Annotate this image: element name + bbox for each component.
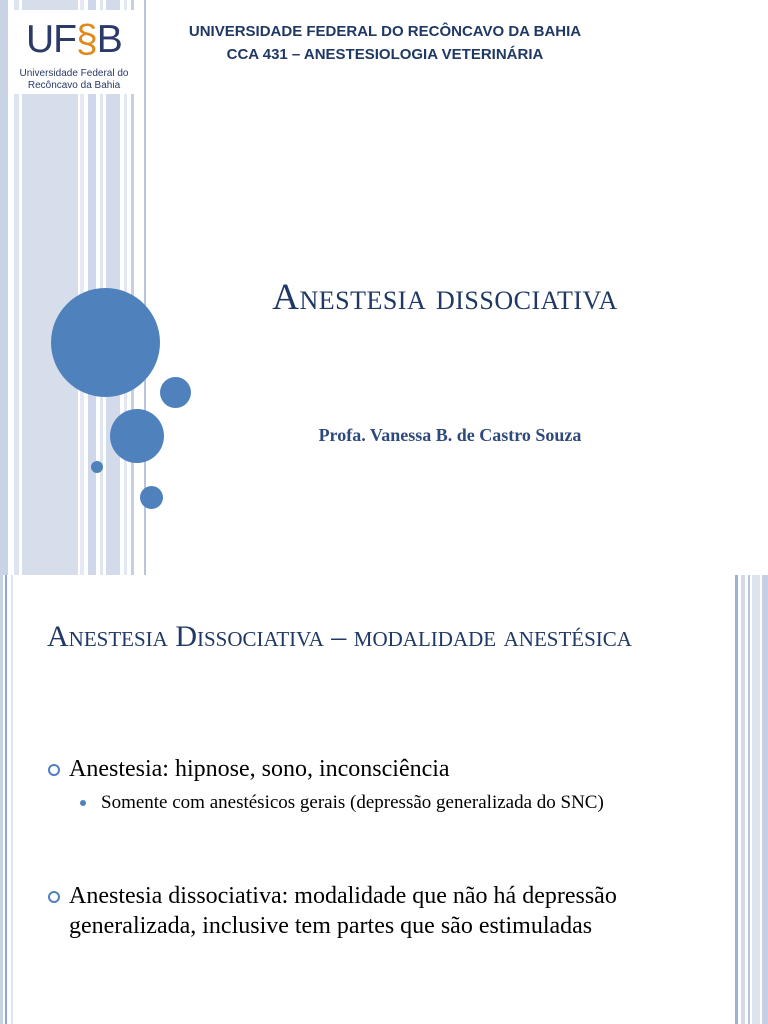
header-university: UNIVERSIDADE FEDERAL DO RECÔNCAVO DA BAHIA [188, 23, 582, 40]
decor-stripe [5, 575, 7, 1024]
decor-stripe [0, 575, 3, 1024]
decor-circle [91, 461, 103, 473]
decor-circle [51, 288, 160, 397]
bullet-text: Anestesia dissociativa: modalidade que não há depressão generalizada, inclusive tem partes que são estimuladas [69, 883, 617, 939]
slide-heading: Anestesia Dissociativa – modalidade anestésica [47, 620, 632, 653]
sub-bullet-text: Somente com anestésicos gerais (depressão generalizada do SNC) [101, 792, 604, 813]
bullet-text: Anestesia: hipnose, sono, inconsciência [69, 756, 450, 782]
logo-subtitle-line2: Recôncavo da Bahia [27, 80, 121, 91]
bullet-dot-icon [80, 800, 86, 806]
decor-stripe [748, 575, 750, 1024]
decor-stripe [735, 575, 738, 1024]
logo-wordmark: UF§B [26, 18, 122, 61]
university-logo [14, 10, 134, 94]
decor-circle [160, 377, 191, 408]
sub-bullet-item [80, 791, 660, 815]
decor-stripe [0, 0, 8, 575]
bullet-item [48, 754, 668, 784]
decor-circle [110, 409, 164, 463]
decor-circle [140, 486, 163, 509]
slide-content [0, 575, 768, 1024]
slide-title-text: Anestesia dissociativa [272, 277, 618, 318]
decor-stripe [762, 575, 768, 1024]
header-course: CCA 431 – ANESTESIOLOGIA VETERINÁRIA [226, 46, 544, 63]
logo-subtitle-line1: Universidade Federal do [19, 68, 129, 79]
bullet-circle-icon [48, 764, 60, 776]
decor-stripe [741, 575, 745, 1024]
slide-author: Profa. Vanessa B. de Castro Souza [318, 425, 582, 445]
decor-stripe [11, 575, 13, 1024]
bullet-item [48, 881, 668, 941]
decor-stripe [752, 575, 760, 1024]
bullet-circle-icon [48, 891, 60, 903]
